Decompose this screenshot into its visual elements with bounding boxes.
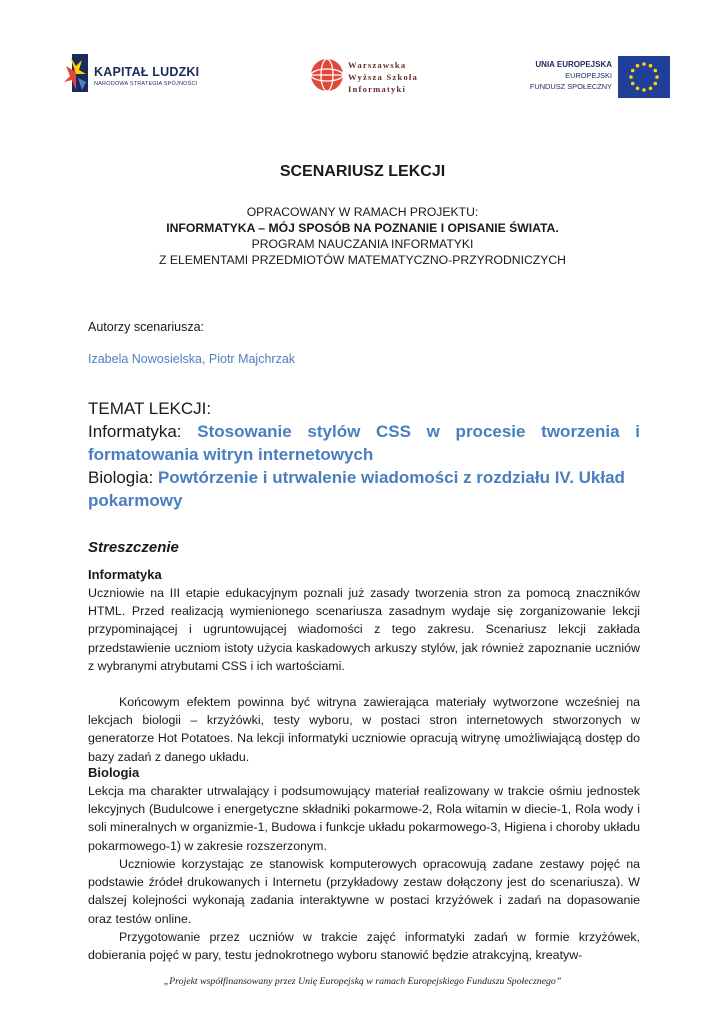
eu-line-2: EUROPEJSKI: [565, 71, 612, 80]
subtitle-line-2: INFORMATYKA – MÓJ SPOSÓB NA POZNANIE I OPISANIE ŚWIATA.: [166, 221, 559, 235]
wwsi-globe-icon: [310, 58, 344, 92]
topic-biologia: [88, 466, 640, 512]
wwsi-line-2: Wyższa Szkoła: [348, 72, 418, 82]
topic-inf-label: Informatyka:: [88, 422, 182, 441]
biologia-paragraph-2: Uczniowie korzystając ze stanowisk komputerowych opracowują zadane zestawy pojęć na podstawie źródeł drukowanych i Internetu (przykładowy zestaw dołączony jest do scenariusza). W dalszej kolejności wykonają zadania interaktywne w postaci krzyżówek i zadań na dopasowanie oraz testów online.: [88, 857, 640, 926]
project-subtitle: [0, 204, 725, 268]
kapital-ludzki-subtitle: NARODOWA STRATEGIA SPÓJNOŚCI: [94, 81, 198, 87]
footer-note: „Projekt współfinansowany przez Unię Europejską w ramach Europejskiego Funduszu Społecznego”: [163, 976, 562, 987]
kapital-ludzki-logo: [62, 52, 200, 98]
topic-bio-text: Powtórzenie i utrwalenie wiadomości z rozdziału IV. Układ pokarmowy: [88, 468, 625, 510]
informatyka-paragraph-2: Końcowym efektem powinna być witryna zawierająca materiały wytworzone wcześniej na lekcjach biologii – krzyżówki, testy wyboru, w postaci stron internetowych stworzonych w generatorze Hot Potatoes. Na lekcji informatyki uczniowie opracują witrynę umożliwiającą dostęp do bazy zadań z danego układu.: [88, 695, 640, 764]
wwsi-line-3: Informatyki: [348, 84, 407, 94]
subtitle-line-4: Z ELEMENTAMI PRZEDMIOTÓW MATEMATYCZNO-PRZYRODNICZYCH: [159, 253, 566, 267]
topic-inf-text: Stosowanie stylów CSS w procesie tworzenia i formatowania witryn internetowych: [88, 422, 640, 464]
summary-title: Streszczenie: [88, 539, 179, 556]
eu-line-1: UNIA EUROPEJSKA: [535, 60, 612, 69]
document-title: SCENARIUSZ LEKCJI: [279, 163, 446, 180]
biologia-paragraph-3: Przygotowanie przez uczniów w trakcie zajęć informatyki zadań w formie krzyżówek, dobierania pojęć w pary, testu jednokrotnego wyboru stanowić będzie atrakcyjną, kreatyw-: [88, 930, 640, 963]
subtitle-line-1: OPRACOWANY W RAMACH PROJEKTU:: [246, 205, 479, 219]
authors-names: Izabela Nowosielska, Piotr Majchrzak: [88, 352, 296, 366]
informatyka-heading: Informatyka: [88, 567, 162, 582]
wwsi-line-1: Warszawska: [348, 60, 407, 70]
informatyka-paragraph-1: Uczniowie na III etapie edukacyjnym poznali już zasady tworzenia stron za pomocą znaczników HTML. Przed realizacją wymienionego scenariusza zasadnym wydaje się zorganizowanie lekcji przypominającej i ugruntowującej wiadomości z tego zakresu. Scenariusz lekcji zakłada przedstawienie uczniom istoty użycia kaskadowych arkuszy stylów, jak również zapoznanie uczniów z wybranymi atrybutami CSS i ich wartościami.: [88, 586, 640, 673]
topic-heading: TEMAT LEKCJI:: [88, 399, 212, 418]
biologia-heading: Biologia: [88, 765, 140, 780]
authors-label: Autorzy scenariusza:: [88, 320, 205, 334]
topic-bio-label: Biologia:: [88, 468, 154, 487]
topic-informatyka: [88, 420, 640, 466]
kapital-ludzki-title: KAPITAŁ LUDZKI: [94, 65, 200, 79]
wwsi-logo: [310, 56, 450, 100]
eu-flag-icon: [618, 56, 670, 98]
biologia-paragraph-1: Lekcja ma charakter utrwalający i podsumowujący materiał realizowany w trakcie ośmiu jednostek lekcyjnych (Budulcowe i energetyczne składniki pokarmowe-2, Rola witamin w diecie-1, Rola wody i soli mineralnych w organizmie-1, Budowa i funkcje układu pokarmowego-3, Higiena i choroby układu pokarmowego-1) w zakresie rozszerzonym.: [88, 784, 640, 853]
kapital-ludzki-star-icon: [62, 52, 90, 96]
subtitle-line-3: PROGRAM NAUCZANIA INFORMATYKI: [251, 237, 474, 251]
eu-line-3: FUNDUSZ SPOŁECZNY: [529, 82, 612, 91]
eu-logo: [508, 56, 670, 100]
